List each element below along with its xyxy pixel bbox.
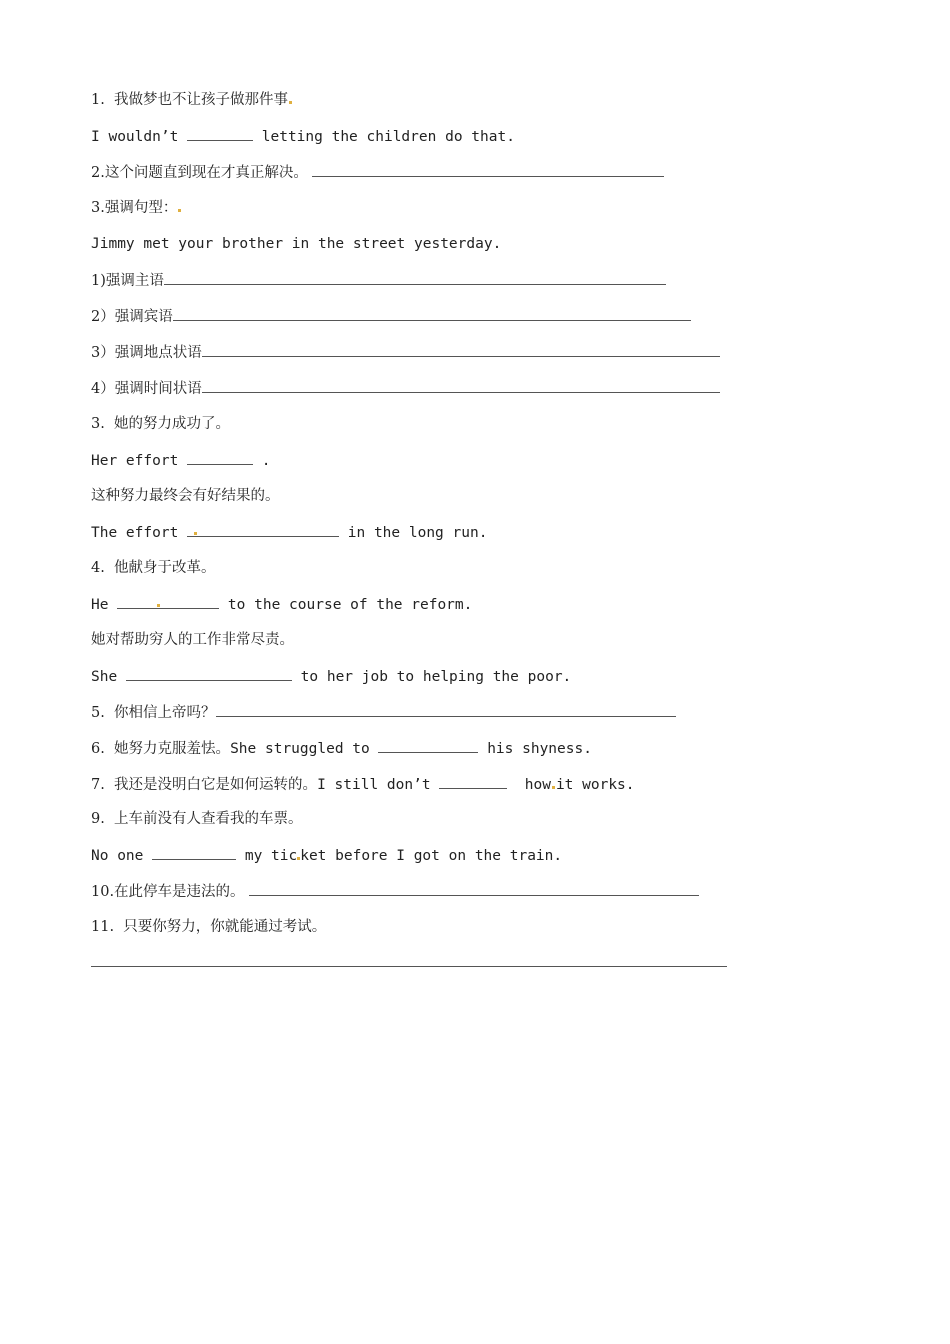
answer-line[interactable] [91, 966, 727, 967]
question-7-english-part-c: it works. [555, 777, 635, 793]
answer-blank[interactable] [152, 845, 236, 860]
question-3c-english-part-a: The effort [91, 525, 188, 541]
question-4-english [91, 594, 472, 614]
answer-blank[interactable] [117, 594, 219, 609]
question-10-text: 10.在此停车是违法的。 [91, 884, 245, 900]
question-7-chinese-text: 7. 我还是没明白它是如何运转的。 [91, 777, 318, 793]
question-3b-english [91, 450, 271, 470]
question-3-item-4-label: 4）强调时间状语 [91, 381, 202, 397]
question-5 [91, 702, 676, 722]
question-1-chinese [91, 90, 293, 110]
question-2 [91, 162, 664, 182]
question-7-english-part-b: how [507, 777, 551, 793]
answer-blank[interactable] [202, 378, 720, 393]
question-6-english-part-a: She struggled to [230, 741, 379, 757]
question-3c-english [91, 522, 487, 542]
question-3c-english-part-b: in the long run. [339, 525, 488, 541]
answer-blank[interactable] [249, 881, 699, 896]
question-3b-english-part-b: . [253, 453, 271, 469]
highlight-dot [552, 786, 555, 789]
answer-blank[interactable] [378, 738, 478, 753]
highlight-dot [289, 101, 292, 104]
question-3-item-1-label: 1)强调主语 [91, 273, 164, 289]
answer-blank[interactable] [312, 162, 664, 177]
answer-blank[interactable] [439, 774, 507, 789]
question-3-item-1 [91, 270, 666, 290]
question-5-text: 5. 你相信上帝吗？ [91, 705, 216, 721]
answer-blank[interactable] [187, 126, 253, 141]
question-3c-chinese: 这种努力最终会有好结果的。 [91, 488, 280, 504]
question-3-sentence: Jimmy met your brother in the street yesterday. [91, 236, 502, 252]
question-1-english-part-b: letting the children do that. [253, 129, 515, 145]
answer-blank[interactable] [202, 342, 720, 357]
question-4b-english-part-b: to her job to helping the poor. [291, 669, 572, 685]
question-9-english-part-a: No one [91, 848, 153, 864]
question-3-item-2 [91, 306, 691, 326]
answer-blank[interactable] [187, 450, 253, 465]
question-2-text: 2.这个问题直到现在才真正解决。 [91, 165, 308, 181]
answer-blank[interactable] [187, 522, 339, 537]
question-4-chinese: 4. 他献身于改革。 [91, 560, 216, 576]
question-4b-chinese: 她对帮助穷人的工作非常尽责。 [91, 632, 294, 648]
question-3-item-3-label: 3）强调地点状语 [91, 345, 202, 361]
question-6 [91, 738, 592, 758]
answer-blank[interactable] [126, 666, 292, 681]
highlight-dot [157, 604, 160, 607]
question-6-english-part-b: his shyness. [478, 741, 592, 757]
question-3b-english-part-a: Her effort [91, 453, 188, 469]
question-1-english-part-a: I wouldn’t [91, 129, 188, 145]
question-10 [91, 881, 699, 901]
answer-blank[interactable] [173, 306, 691, 321]
highlight-dot [194, 532, 197, 535]
question-7-english-part-a: I still don’t [317, 777, 440, 793]
question-4b-english [91, 666, 571, 686]
highlight-dot [178, 209, 181, 212]
question-9-english-part-b: my tic [236, 848, 298, 864]
question-3-title [91, 198, 182, 218]
question-1-chinese-text: 1. 我做梦也不让孩子做那件事 [91, 92, 289, 108]
question-6-chinese-text: 6. 她努力克服羞怯。 [91, 741, 231, 757]
question-1-english [91, 126, 515, 146]
question-4-english-part-b: to the course of the reform. [219, 597, 473, 613]
question-3-title-text: 3.强调句型： [91, 200, 178, 216]
question-9-english [91, 845, 562, 865]
question-4-english-part-a: He [91, 597, 118, 613]
question-11: 11. 只要你努力，你就能通过考试。 [91, 919, 327, 935]
question-3-item-2-label: 2）强调宾语 [91, 309, 173, 325]
answer-blank[interactable] [216, 702, 676, 717]
question-9-chinese: 9. 上车前没有人查看我的车票。 [91, 811, 303, 827]
question-7 [91, 774, 635, 794]
question-9-english-part-c: ket before I got on the train. [300, 848, 563, 864]
question-3-item-4 [91, 378, 720, 398]
question-3-item-3 [91, 342, 720, 362]
question-4b-english-part-a: She [91, 669, 126, 685]
question-3b-chinese: 3. 她的努力成功了。 [91, 416, 231, 432]
answer-blank[interactable] [164, 270, 666, 285]
